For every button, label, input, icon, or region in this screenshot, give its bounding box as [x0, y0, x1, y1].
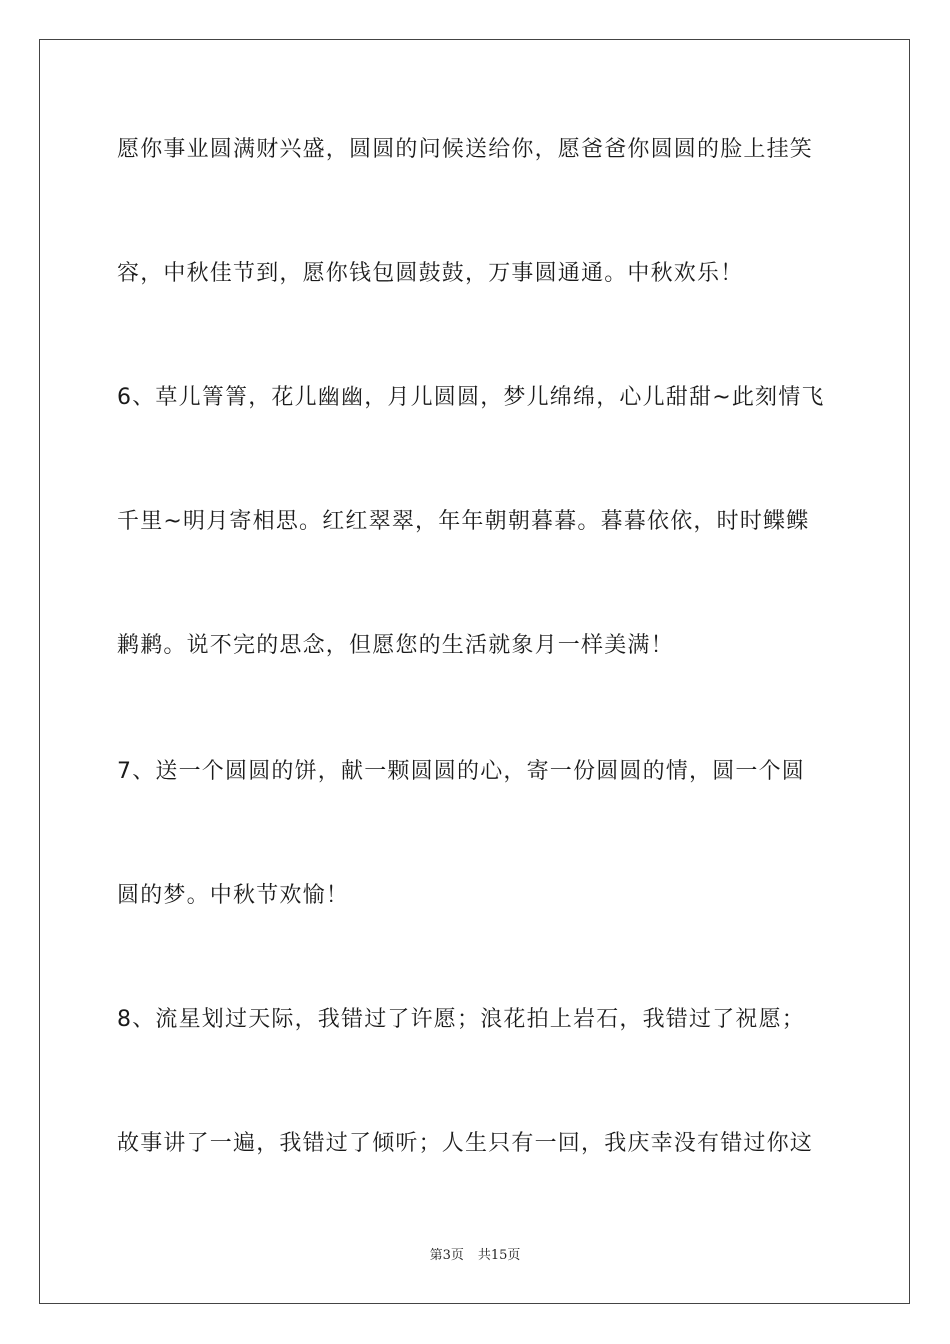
body-text-line: 故事讲了一遍，我错过了倾听；人生只有一回，我庆幸没有错过你这	[117, 1131, 814, 1156]
body-text-line: 愿你事业圆满财兴盛，圆圆的问候送给你，愿爸爸你圆圆的脸上挂笑	[117, 137, 814, 162]
body-text-line: 千里~明月寄相思。红红翠翠，年年朝朝暮暮。暮暮依依，时时鲽鲽	[117, 509, 810, 534]
page-footer	[0, 1247, 950, 1265]
page-number: 第3页	[429, 1248, 464, 1263]
page-total: 共15页	[477, 1248, 521, 1263]
page-border	[39, 39, 910, 1304]
body-text-line: 鹣鹣。说不完的思念，但愿您的生活就象月一样美满！	[117, 633, 674, 658]
body-text-line: 圆的梦。中秋节欢愉！	[117, 883, 350, 908]
body-text-line: 8、流星划过天际，我错过了许愿；浪花拍上岩石，我错过了祝愿；	[117, 1007, 805, 1032]
body-text-line: 容，中秋佳节到，愿你钱包圆鼓鼓，万事圆通通。中秋欢乐！	[117, 261, 744, 286]
body-text-line: 7、送一个圆圆的饼，献一颗圆圆的心，寄一份圆圆的情，圆一个圆	[117, 759, 805, 784]
body-text-line: 6、草儿箐箐，花儿幽幽，月儿圆圆，梦儿绵绵，心儿甜甜~此刻情飞	[117, 385, 825, 410]
